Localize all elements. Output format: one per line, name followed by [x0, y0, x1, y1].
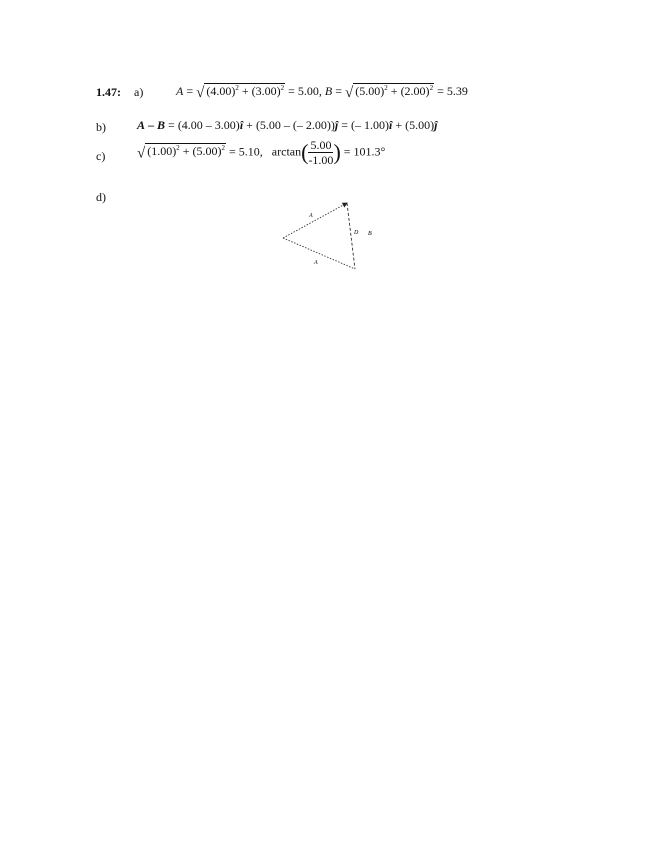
- x-result: (– 1.00): [351, 118, 390, 132]
- numerator: 5.00: [310, 138, 332, 152]
- label-right-outer: B: [368, 231, 372, 237]
- equals-sign: =: [186, 84, 194, 98]
- exponent: 2: [221, 144, 226, 153]
- var-b: B: [324, 84, 333, 98]
- term: (5.00): [355, 84, 385, 98]
- label-bottom: A: [314, 260, 318, 266]
- plus-sign: +: [246, 118, 253, 132]
- arctan-label: arctan: [271, 144, 302, 159]
- sqrt-symbol: √: [345, 85, 354, 101]
- plus-sign: +: [390, 84, 398, 98]
- equals-sign: =: [335, 84, 343, 98]
- vector-a-line: [283, 203, 347, 238]
- part-b-equation: [137, 119, 438, 131]
- radicand-b: [353, 83, 434, 97]
- sqrt-symbol: √: [196, 85, 205, 101]
- exponent: 2: [280, 84, 285, 92]
- equals-sign: =: [341, 118, 349, 132]
- part-a-label: a): [134, 85, 144, 99]
- part-c-equation: [137, 139, 385, 166]
- part-d-label: d): [96, 190, 106, 204]
- vector-a: A: [137, 118, 146, 132]
- left-paren: (: [301, 139, 309, 165]
- j-hat: ĵ: [334, 118, 339, 132]
- term: (4.00): [206, 84, 236, 98]
- label-top: A: [309, 213, 313, 219]
- vector-triangle-diagram: [275, 196, 385, 274]
- term: (1.00): [147, 144, 177, 159]
- exponent: 2: [429, 84, 434, 92]
- fraction: [308, 139, 333, 166]
- right-paren: ): [333, 139, 341, 165]
- part-c-label: c): [96, 149, 106, 163]
- y-component: (5.00 – (– 2.00)): [255, 118, 335, 132]
- b-result: = 5.39: [437, 84, 468, 98]
- vector-b: B: [157, 118, 166, 132]
- exponent: 2: [235, 84, 239, 92]
- i-hat: î: [389, 118, 393, 132]
- angle-result: = 101.3°: [343, 144, 386, 159]
- exponent: 2: [176, 144, 180, 153]
- plus-sign: +: [395, 118, 403, 132]
- j-hat: ĵ: [434, 118, 438, 132]
- denominator: -1.00: [308, 153, 334, 167]
- magnitude-result: = 5.10,: [229, 144, 263, 159]
- term: (2.00): [400, 84, 430, 98]
- term: (5.00): [192, 144, 222, 159]
- minus-sign: –: [148, 118, 155, 132]
- a-result: = 5.00,: [288, 84, 322, 98]
- i-hat: î: [239, 118, 244, 132]
- plus-sign: +: [241, 84, 249, 98]
- label-right-inner: D: [354, 230, 359, 236]
- equals-sign: =: [168, 118, 175, 132]
- y-result: (5.00): [405, 118, 435, 132]
- part-a-equation: [176, 83, 468, 101]
- plus-sign: +: [182, 144, 190, 159]
- sqrt-symbol: √: [137, 145, 146, 162]
- radicand-c: [145, 143, 226, 157]
- var-a: A: [176, 84, 184, 98]
- term: (3.00): [251, 84, 281, 98]
- radicand-a: [204, 83, 285, 97]
- vector-b-line: [283, 238, 355, 269]
- problem-number: 1.47:: [96, 85, 121, 99]
- exponent: 2: [384, 84, 388, 92]
- part-b-label: b): [96, 120, 106, 134]
- vector-d-line: [347, 203, 355, 269]
- x-component: (4.00 – 3.00): [177, 118, 240, 132]
